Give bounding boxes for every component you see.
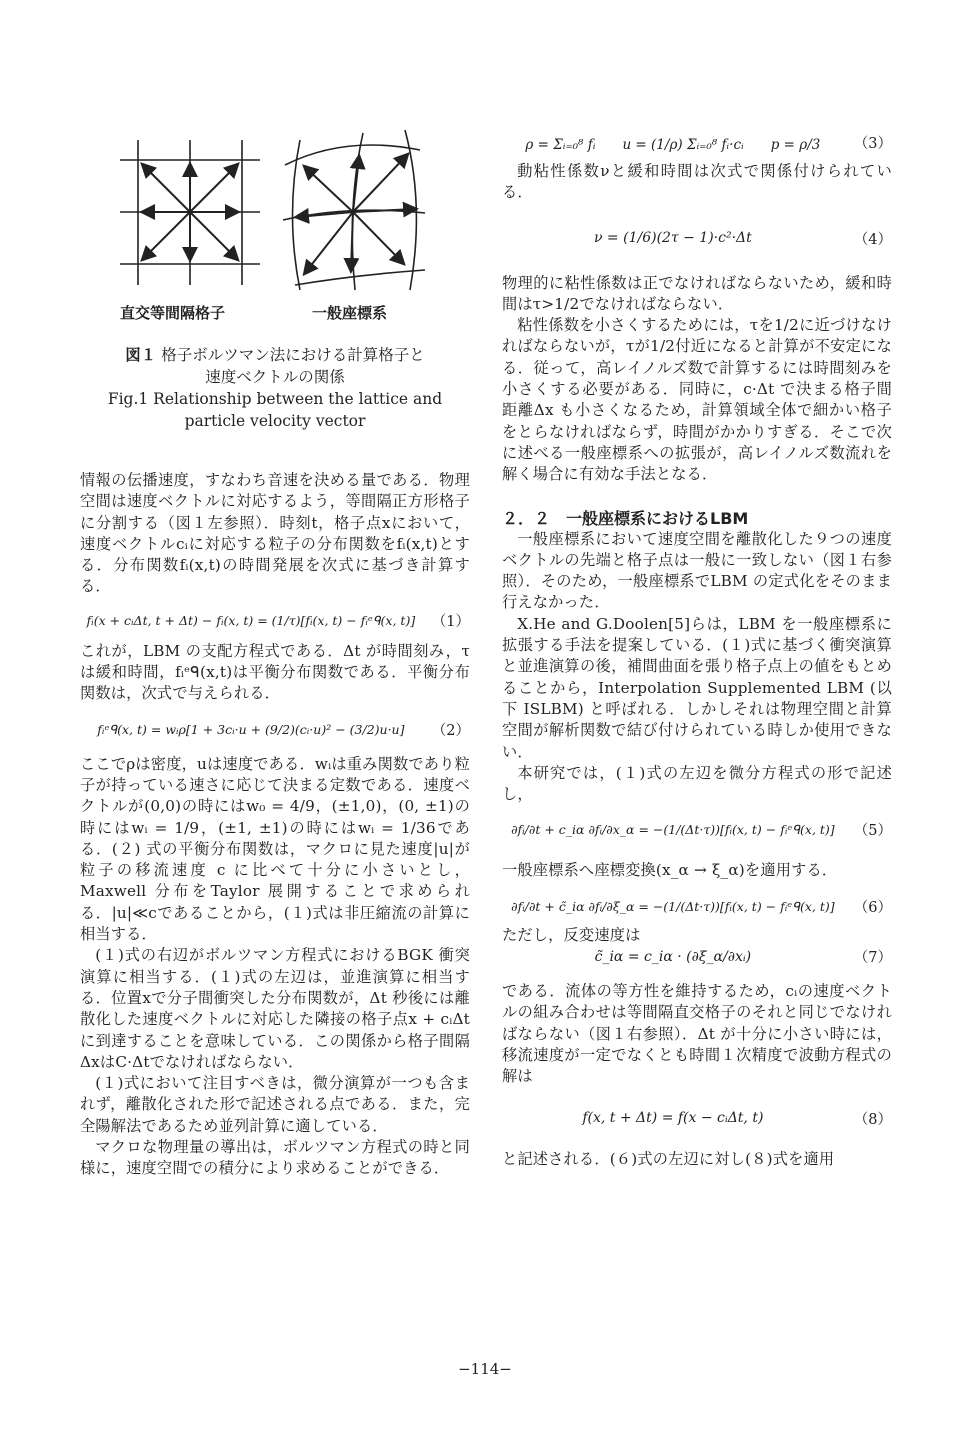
equation-2-body: fᵢᵉᑫ(x, t) = wᵢρ[1 + 3cᵢ·u + (9/2)(cᵢ·u)² − (3/2)u·u] [97, 721, 405, 737]
right-paragraph-1: 動粘性係数νと緩和時間は次式で関係付けられている． [502, 162, 892, 202]
equation-3 [502, 132, 892, 153]
equation-5 [502, 819, 892, 840]
left-paragraph-2: これが，LBM の支配方程式である．Δt が時間刻み，τは緩和時間，fᵢᵉᑫ(x,t)は平衡分布関数である．平衡分布関数は，次式で与えられる． [80, 641, 470, 703]
right-paragraph-7: 一般座標系へ座標変換(x_α → ξ_α)を適用する． [502, 861, 838, 880]
figure-caption [60, 344, 490, 432]
equation-7 [502, 946, 892, 967]
right-paragraph-10: と記述される．(６)式の左辺に対し(８)式を適用 [502, 1149, 835, 1168]
orthogonal-lattice-diagram [110, 125, 270, 295]
equation-2-number: （2） [431, 722, 470, 739]
equation-1-number: （1） [431, 613, 470, 630]
right-paragraph-2: 物理的に粘性係数は正でなければならないため，緩和時間はτ>1/2でなければならない． [502, 273, 892, 313]
left-paragraph-1: 情報の伝播速度，すなわち音速を決める量である．物理空間は速度ベクトルに対応するよう，等間隔正方形格子に分割する（図１左参照）．時刻t，格子点xにおいて，速度ベクトルcᵢに対応する粒子の分布関数をfᵢ(x,t)とする．分布関数fᵢ(x,t)の時間発展を次式に基づき計算する． [80, 471, 470, 596]
left-paragraph-5: (１)式において注目すべきは，微分演算が一つも含まれず，離散化された形で記述される点である．また，完全陽解法であるため並列計算に適している． [80, 1074, 470, 1135]
left-column [80, 470, 470, 1180]
right-paragraph-6: 本研究では，(１)式の左辺を微分方程式の形で記述し， [502, 763, 892, 804]
right-column [502, 132, 892, 1170]
equation-2 [80, 719, 470, 740]
equation-3-body: ρ = Σᵢ₌₀⁸ fᵢ u = (1/ρ) Σᵢ₌₀⁸ fᵢ·cᵢ p = ρ/3 [525, 136, 821, 153]
equation-7-number: （7） [853, 950, 892, 967]
caption-jp-line2: 速度ベクトルの関係 [205, 368, 345, 386]
general-coordinate-diagram [275, 125, 435, 295]
equation-5-body: ∂fᵢ/∂t + c_iα ∂fᵢ/∂x_α = −(1/(Δt·τ))[fᵢ(x, t) − fᵢᵉᑫ(x, t)] [511, 822, 835, 838]
equation-6-number: （6） [853, 899, 892, 916]
page-number: −114− [458, 1360, 512, 1378]
left-paragraph-6: マクロな物理量の導出は，ボルツマン方程式の時と同様に，速度空間での積分により求めることができる． [80, 1138, 470, 1178]
equation-8-number: （8） [853, 1111, 892, 1128]
equation-5-number: （5） [853, 823, 892, 840]
equation-8 [502, 1108, 892, 1129]
equation-6 [502, 896, 892, 917]
equation-4 [502, 228, 892, 249]
equation-4-body: ν = (1/6)(2τ − 1)·c²·Δt [593, 230, 752, 247]
caption-prefix: 図１ [125, 346, 157, 364]
equation-4-number: （4） [853, 231, 892, 248]
caption-jp-line1: 格子ボルツマン法における計算格子と [161, 346, 425, 364]
equation-6-body: ∂fᵢ/∂t + c̃_iα ∂fᵢ/∂ξ_α = −(1/(Δt·τ))[fᵢ(x, t) − fᵢᵉᑫ(x, t)] [511, 898, 835, 914]
left-paragraph-4: (１)式の右辺がボルツマン方程式におけるBGK 衝突演算に相当する．(１)式の左辺は，並進演算に相当する．位置xで分子間衝突した分布関数が，Δt 秒後には離散化した速度ベクトルに対応した隣接の格子点x + cᵢΔtに到達することを意味している．この関係から格子間隔ΔxはC·Δtでなければならない． [80, 946, 470, 1071]
right-paragraph-4: 一般座標系において速度空間を離散化した９つの速度ベクトルの先端と格子点は一般に一致しない（図１右参照）．そのため，一般座標系でLBM の定式化をそのまま行えなかった． [502, 529, 892, 612]
equation-1 [80, 610, 470, 631]
right-paragraph-3: 粘性係数を小さくするためには，τを1/2に近づけなければならないが，τが1/2付近になると計算が不安定になる．従って，高レイノルズ数で計算するには時間刻みを小さくする必要がある．同時に，c·Δt で決まる格子間距離Δx も小さくなるため，計算領域全体で細かい格子をとらなければならず，時間がかかりすぎる．そこで次に述べる一般座標系への拡張が，高レイノルズ数流れを解く場合に有効な手法となる． [502, 316, 892, 484]
left-paragraph-3: ここでρは密度，uは速度である．wᵢは重み関数であり粒子が持っている速さに応じて決まる定数である．速度ベクトルが(0,0)の時にはw₀ = 4/9，(±1,0)，(0, ±1)の時にはwᵢ = 1/9，(±1, ±1)の時にはwᵢ = 1/36である．(２) 式の平衡分布関数は，マクロに見た速度|u|が粒子の移流速度 c に比べて十分に小さいとし，Maxwell 分布をTaylor 展開することで求められる．|u|≪cであることから，(１)式は非圧縮流の計算に相当する． [80, 754, 470, 944]
equation-7-body: c̃_iα = c_iα · (∂ξ_α/∂xᵢ) [594, 948, 752, 965]
equation-3-number: （3） [853, 136, 892, 152]
right-paragraph-9: である．流体の等方性を維持するため，cᵢの速度ベクトルの組み合わせは等間隔直交格子のそれと同じでなければならない（図１右参照）．Δt が十分に小さい時には，移流速度が一定でなくとも時間１次精度で波動方程式の解は [502, 982, 892, 1086]
right-paragraph-5: X.He and G.Doolen[5]らは，LBM を一般座標系に拡張する手法を提案している．(１)式に基づく衝突演算と並進演算の後，補間曲面を張り格子点上の値をもとめることから，Interpolation Supplemented LBM (以下 ISLBM) と呼ばれる．しかしそれは物理空間と計算空間が解析関数で結び付けられている時しか使用できない． [502, 614, 892, 761]
figure-label-left: 直交等間隔格子 [120, 304, 226, 322]
right-paragraph-8: ただし，反変速度は [502, 925, 641, 944]
caption-en-line2: particle velocity vector [184, 412, 366, 430]
figure-label-right: 一般座標系 [312, 304, 388, 322]
section-heading: ２．２ 一般座標系におけるLBM [502, 508, 749, 528]
equation-1-body: fᵢ(x + cᵢΔt, t + Δt) − fᵢ(x, t) = (1/τ)[fᵢ(x, t) − fᵢᵉᑫ(x, t)] [86, 612, 416, 628]
equation-8-body: f(x, t + Δt) = f(x − cᵢΔt, t) [582, 1110, 764, 1126]
caption-en-line1: Fig.1 Relationship between the lattice and [107, 390, 443, 408]
